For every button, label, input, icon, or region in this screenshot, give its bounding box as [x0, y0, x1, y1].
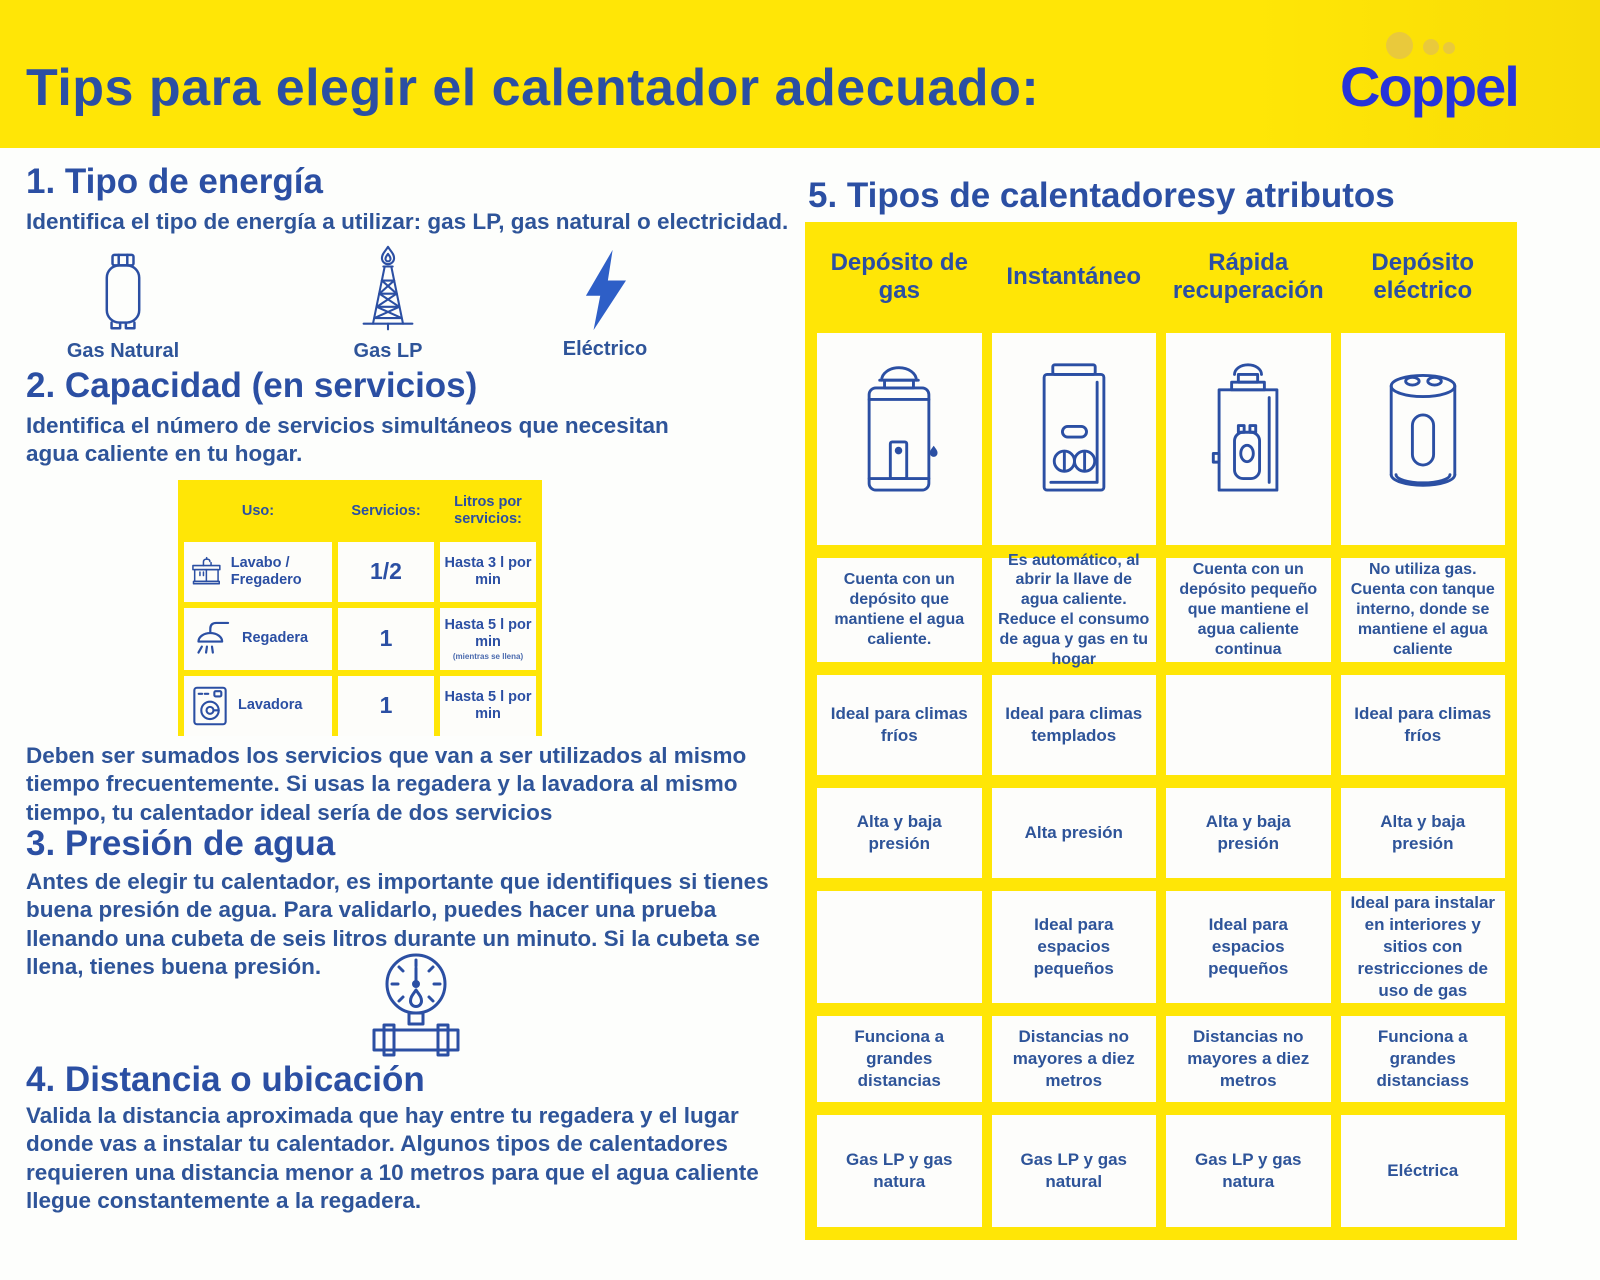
gas-tank-icon — [100, 252, 146, 334]
heater-space-cell: Ideal para espacios pequeños — [1166, 891, 1331, 1003]
gas-deposit-heater-icon — [846, 351, 952, 527]
heater-icon-cell — [817, 333, 982, 545]
heater-col-header: Depósito de gas — [830, 248, 968, 304]
heater-icon-cell — [1341, 333, 1506, 545]
rapid-recovery-heater-icon — [1195, 351, 1301, 527]
section2-description: Identifica el número de servicios simultáneos que necesitan agua caliente en tu hogar. — [26, 413, 669, 467]
capacity-services-cell: 1 — [338, 608, 434, 670]
lightning-bolt-icon — [575, 248, 635, 332]
heater-energy-cell: Gas LP y gas natural — [992, 1115, 1157, 1227]
energy-type-gas-natural — [58, 252, 188, 363]
capacity-use-cell — [184, 676, 332, 736]
heater-description-cell: Es automático, al abrir la llave de agua caliente. Reduce el consumo de agua y gas en tu hogar — [992, 558, 1157, 662]
section3-description: Antes de elegir tu calentador, es importante que identifiques si tienes buena presión de agua. Para validarlo, puedes hacer una prueba llenando una cubeta de seis litros durante un minuto. Si la cubeta se llena, tienes buena presión. — [26, 869, 769, 980]
heater-icon-cell — [1166, 333, 1331, 545]
section3-heading: 3. Presión de agua — [26, 824, 336, 863]
oil-derrick-icon — [358, 244, 418, 334]
logo-wordmark: Coppel — [1340, 55, 1518, 118]
electric-deposit-heater-icon — [1370, 351, 1476, 527]
heater-col-header: Rápida recuperación — [1172, 248, 1324, 304]
section4-description: Valida la distancia aproximada que hay entre tu regadera y el lugar donde vas a instalar tu calentador. Algunos tipos de calentadores requieren una distancia menor a 10 metros para que el agua caliente llegue constantemente a la regadera. — [26, 1103, 759, 1214]
heater-distance-cell: Distancias no mayores a diez metros — [1166, 1016, 1331, 1102]
section1-heading: 1. Tipo de energía — [26, 162, 323, 201]
shower-icon — [190, 617, 234, 661]
heater-climate-cell: Ideal para climas templados — [992, 675, 1157, 775]
capacity-col-header: Uso: — [241, 502, 275, 519]
heater-pressure-cell: Alta y baja presión — [817, 788, 982, 878]
energy-label: Eléctrico — [562, 338, 648, 360]
heater-climate-cell — [1166, 675, 1331, 775]
heater-description-cell: No utiliza gas. Cuenta con tanque interno, donde se mantiene el agua caliente — [1341, 558, 1506, 662]
section2-footer-note: Deben ser sumados los servicios que van a ser utilizados al mismo tiempo frecuentemente. Si usas la regadera y la lavadora al mismo tiempo, tu calentador ideal sería de dos servicios — [26, 743, 747, 825]
section1-description: Identifica el tipo de energía a utilizar: gas LP, gas natural o electricidad. — [26, 209, 789, 234]
capacity-use-cell — [184, 542, 332, 602]
energy-label: Gas Natural — [66, 340, 180, 362]
heater-space-cell — [817, 891, 982, 1003]
liters-note: (mientras se llena) — [452, 651, 524, 661]
capacity-table — [178, 480, 542, 736]
capacity-col-header: Servicios: — [351, 502, 421, 519]
header-band — [0, 0, 1600, 148]
heater-description-cell: Cuenta con un depósito que mantiene el agua caliente. — [817, 558, 982, 662]
heater-description-cell: Cuenta con un depósito pequeño que mantiene el agua caliente continua — [1166, 558, 1331, 662]
capacity-liters-cell: Hasta 5 l por min (mientras se llena) — [440, 608, 536, 670]
capacity-use-cell — [184, 608, 332, 670]
heater-pressure-cell: Alta presión — [992, 788, 1157, 878]
coppel-logo — [1340, 24, 1530, 128]
capacity-liters-cell: Hasta 5 l por min — [440, 676, 536, 736]
capacity-use-label: Lavabo / Fregadero — [230, 554, 302, 588]
heater-energy-cell: Gas LP y gas natura — [817, 1115, 982, 1227]
logo-dot-icon — [1443, 42, 1455, 54]
heater-space-cell: Ideal para instalar en interiores y sitios con restricciones de uso de gas — [1341, 891, 1506, 1003]
section2-heading: 2. Capacidad (en servicios) — [26, 366, 478, 405]
energy-type-electrico — [543, 248, 667, 361]
heater-energy-cell: Gas LP y gas natura — [1166, 1115, 1331, 1227]
heater-col-header: Instantáneo — [1006, 262, 1142, 290]
page-title: Tips para elegir el calentador adecuado: — [26, 59, 1040, 117]
washer-icon — [190, 684, 230, 728]
capacity-services-cell: 1/2 — [338, 542, 434, 602]
logo-dot-icon — [1423, 39, 1439, 55]
heater-space-cell: Ideal para espacios pequeños — [992, 891, 1157, 1003]
section5-heading: 5. Tipos de calentadoresy atributos — [808, 176, 1395, 215]
capacity-liters-cell: Hasta 3 l por min — [440, 542, 536, 602]
capacity-use-label: Regadera — [242, 630, 309, 647]
heater-climate-cell: Ideal para climas fríos — [1341, 675, 1506, 775]
capacity-services-cell: 1 — [338, 676, 434, 736]
instant-heater-icon — [1021, 351, 1127, 527]
heater-pressure-cell: Alta y baja presión — [1341, 788, 1506, 878]
heater-icon-cell — [992, 333, 1157, 545]
heater-energy-cell: Eléctrica — [1341, 1115, 1506, 1227]
heater-distance-cell: Funciona a grandes distancias — [817, 1016, 982, 1102]
energy-label: Gas LP — [353, 340, 423, 362]
energy-type-gas-lp — [326, 244, 450, 363]
pressure-gauge-icon — [368, 950, 464, 1058]
heater-types-table — [805, 222, 1517, 1240]
heater-distance-cell: Funciona a grandes distanciass — [1341, 1016, 1506, 1102]
capacity-use-label: Lavadora — [238, 697, 303, 714]
section4-heading: 4. Distancia o ubicación — [26, 1060, 425, 1099]
heater-distance-cell: Distancias no mayores a diez metros — [992, 1016, 1157, 1102]
heater-pressure-cell: Alta y baja presión — [1166, 788, 1331, 878]
heater-climate-cell: Ideal para climas fríos — [817, 675, 982, 775]
capacity-col-header: Litros por servicios: — [454, 494, 522, 527]
heater-col-header: Depósito eléctrico — [1371, 248, 1475, 304]
sink-icon — [190, 551, 223, 593]
